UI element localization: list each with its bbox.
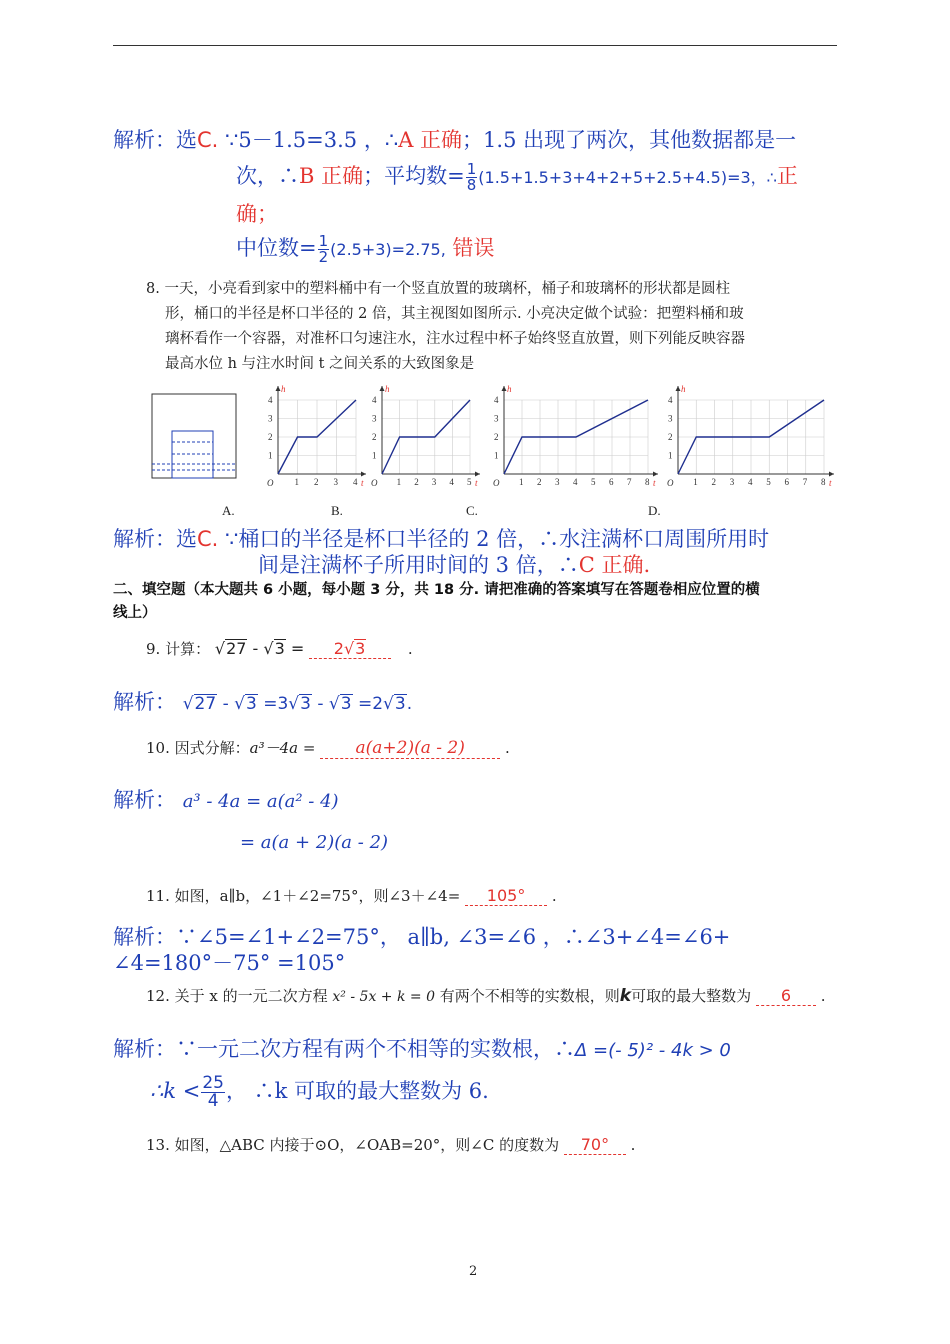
y-tick-label: 1	[494, 450, 499, 461]
option-b-label: B.	[331, 503, 343, 518]
correct-mark: A 正确	[398, 128, 463, 152]
question-10: 10. 因式分解：a³－4a = a(a+2)(a - 2) .	[146, 738, 510, 758]
option-d-label: D.	[648, 503, 661, 518]
x-tick-label: 1	[294, 477, 299, 487]
chart-d	[662, 382, 838, 490]
x-tick-label: 1	[693, 477, 698, 487]
y-tick-label: 4	[372, 395, 377, 405]
question-8-line3: 璃杯看作一个容器，对准杯口匀速注水，注水过程中杯子始终竖直放置，则下列能反映容器	[165, 331, 745, 347]
x-axis-arrow	[653, 472, 658, 477]
x-tick-label: 5	[591, 477, 596, 487]
x-axis-arrow	[829, 472, 834, 477]
question-8-line4: 最高水位 h 与注水时间 t 之间关系的大致图象是	[165, 356, 475, 372]
answer-blank: 105°	[465, 886, 547, 906]
x-tick-label: 1	[396, 477, 402, 487]
solution-7-line2	[236, 160, 798, 193]
option-c-label: C.	[466, 503, 478, 518]
solution-11-line1: 解析：∵∠5=∠1+∠2=75°， a∥b, ∠3=∠6 ，∴∠3+∠4=∠6+	[113, 925, 731, 949]
y-axis-arrow	[380, 386, 385, 391]
y-tick-label: 3	[668, 413, 673, 424]
x-tick-label: 1	[519, 477, 524, 487]
solution-12-line2: ∴k < $\frac{25}{4}$ ， ∴k 可取的最大整数为 6.	[150, 1073, 489, 1111]
fraction: $\frac{1}{8}$	[466, 160, 477, 194]
section-2-heading: 二、填空题（本大题共 6 小题，每小题 3 分，共 18 分. 请把准确的答案填写在答题卷相应位置的横	[113, 582, 760, 598]
x-tick-label: 2	[537, 477, 542, 487]
solution-10-line1: 解析： a³ - 4a = a(a² - 4)	[113, 788, 339, 812]
x-tick-label: 3	[555, 477, 560, 487]
y-tick-label: 1	[268, 450, 273, 461]
header-rule	[113, 45, 837, 46]
answer-blank: 6	[756, 986, 816, 1006]
reason-text: ∵5－1.5=3.5 ，∴	[225, 128, 399, 152]
y-tick-label: 2	[268, 432, 273, 442]
x-axis-label: t	[475, 478, 478, 488]
solution-9: 解析： √27 - √3 =3√3 - √3 =2√3.	[113, 690, 413, 714]
question-12: 12. 关于 x 的一元二次方程 x² - 5x + k = 0 有两个不相等的实数根，则k可取的最大整数为 6 .	[146, 986, 826, 1006]
x-tick-label: 5	[766, 477, 771, 487]
y-axis-arrow	[676, 386, 681, 391]
fraction: $\frac{25}{4}$	[202, 1073, 224, 1111]
x-tick-label: 2	[414, 477, 419, 487]
x-tick-label: 3	[729, 477, 735, 487]
x-axis-arrow	[475, 472, 480, 477]
x-tick-label: 4	[353, 477, 358, 487]
page-number: 2	[469, 1264, 478, 1279]
y-axis-arrow	[276, 386, 281, 391]
x-tick-label: 8	[645, 477, 650, 487]
solution-7-line1	[113, 124, 796, 154]
solution-8-line1: 解析：选C. ∵桶口的半径是杯口半径的 2 倍，∴水注满杯口周围所用时	[113, 527, 770, 551]
origin-label: O	[493, 478, 500, 488]
x-tick-label: 6	[784, 477, 789, 487]
chart-b	[366, 382, 484, 490]
x-tick-label: 7	[802, 477, 808, 487]
answer-choice: C.	[197, 527, 219, 551]
section-2-heading-cont: 线上）	[113, 605, 157, 621]
reason-text: ；平均数=	[363, 164, 465, 188]
correct-mark: 正	[776, 164, 798, 188]
reason-text: 次，∴	[236, 164, 299, 188]
answer-blank: 2√3	[309, 639, 391, 659]
y-tick-label: 3	[268, 413, 273, 424]
question-8-line2: 形，桶口的半径是杯口半径的 2 倍，其主视图如图所示. 小亮决定做个试验：把塑料桶和玻	[165, 306, 744, 322]
solution-7-line3: 确；	[236, 202, 278, 226]
x-tick-label: 3	[431, 477, 437, 487]
correct-mark: C 正确.	[578, 553, 651, 577]
solution-7-line4	[236, 232, 494, 265]
x-tick-label: 4	[748, 477, 753, 487]
answer-choice: C.	[197, 128, 219, 152]
y-axis-label: h	[281, 384, 286, 394]
x-tick-label: 6	[609, 477, 614, 487]
solution-11-line2: ∠4=180°－75° =105°	[113, 951, 346, 975]
question-8-line1: 8. 一天，小亮看到家中的塑料桶中有一个竖直放置的玻璃杯，桶子和玻璃杯的形状都是圆柱	[146, 281, 730, 297]
chart-c	[488, 382, 662, 490]
x-tick-label: 5	[467, 477, 472, 487]
x-tick-label: 2	[314, 477, 319, 487]
y-tick-label: 2	[668, 432, 673, 442]
option-a-label: A.	[222, 503, 235, 518]
y-axis-label: h	[681, 384, 686, 394]
y-tick-label: 3	[372, 413, 377, 424]
origin-label: O	[667, 478, 674, 488]
median-expression: (2.5+3)=2.75,	[330, 240, 446, 259]
wrong-mark: 错误	[452, 236, 495, 260]
correct-mark: B 正确	[299, 164, 364, 188]
origin-label: O	[371, 478, 378, 488]
y-tick-label: 1	[668, 450, 673, 461]
x-tick-label: 3	[333, 477, 338, 487]
solution-10-line2: = a(a + 2)(a - 2)	[240, 832, 389, 853]
y-tick-label: 1	[372, 450, 377, 461]
mean-expression: (1.5+1.5+3+4+2+5+2.5+4.5)=3，∴	[478, 168, 777, 187]
fraction: $\frac{1}{2}$	[318, 232, 329, 266]
x-tick-label: 4	[573, 477, 578, 487]
x-tick-label: 4	[449, 477, 454, 487]
solution-8-line2: 间是注满杯子所用时间的 3 倍，∴C 正确.	[258, 553, 651, 577]
question-11: 11. 如图，a∥b，∠1＋∠2=75°，则∠3＋∠4= 105° .	[146, 886, 557, 905]
chart-a	[262, 382, 370, 490]
median-label: 中位数=	[236, 236, 317, 260]
y-axis-label: h	[385, 384, 390, 394]
y-axis-arrow	[502, 386, 507, 391]
y-tick-label: 4	[494, 395, 499, 405]
question-9: 9. 计算： √27 - √3 = 2√3 .	[146, 639, 413, 658]
solution-label: 解析：选	[113, 128, 197, 152]
y-tick-label: 4	[268, 395, 273, 405]
origin-label: O	[267, 478, 274, 488]
question-13: 13. 如图，△ABC 内接于⊙O，∠OAB=20°，则∠C 的度数为 70° .	[146, 1135, 636, 1154]
x-tick-label: 2	[711, 477, 716, 487]
x-axis-label: t	[829, 478, 832, 488]
y-tick-label: 3	[494, 413, 499, 424]
x-axis-label: t	[653, 478, 656, 488]
x-axis-label: t	[361, 478, 364, 488]
reason-text: ；1.5 出现了两次，其他数据都是一	[462, 128, 797, 152]
x-tick-label: 7	[627, 477, 632, 487]
y-tick-label: 2	[494, 432, 499, 442]
answer-blank: 70°	[564, 1135, 626, 1155]
answer-blank: a(a+2)(a - 2)	[320, 738, 500, 759]
x-tick-label: 8	[821, 477, 826, 487]
y-axis-label: h	[507, 384, 512, 394]
solution-12-line1: 解析：∵一元二次方程有两个不相等的实数根，∴Δ =(- 5)² - 4k > 0	[113, 1037, 731, 1061]
container-front-view	[150, 392, 240, 482]
y-tick-label: 4	[668, 395, 673, 405]
y-tick-label: 2	[372, 432, 377, 442]
